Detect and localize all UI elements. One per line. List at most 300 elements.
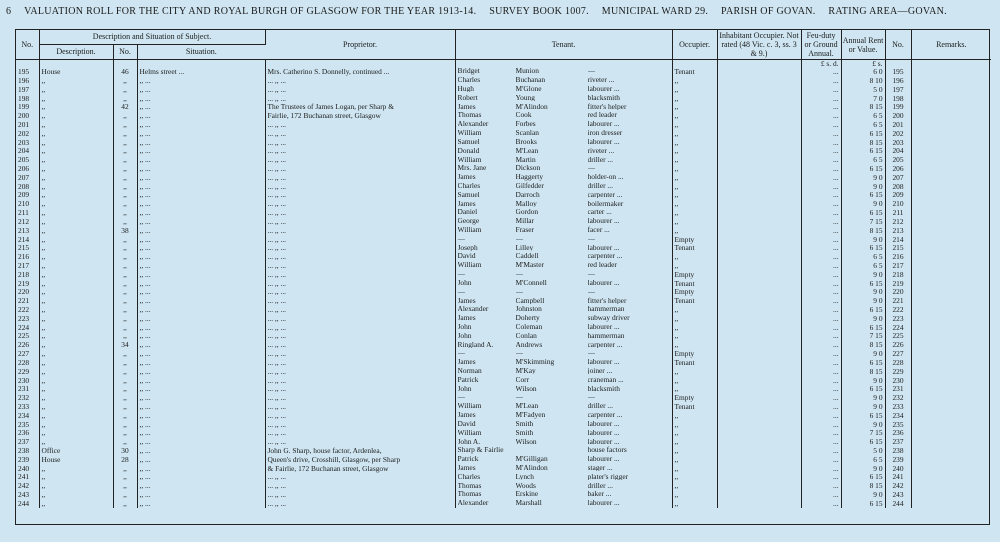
row-occupier: ,, (672, 120, 717, 129)
tenant-trade: — (587, 349, 595, 357)
row-feu-duty: ... (801, 482, 841, 491)
row-house-number: ,, (113, 270, 137, 279)
tenant-last: Lilley (515, 243, 534, 252)
row-feu-duty: ... (801, 235, 841, 244)
row-number-right: 242 (885, 482, 911, 491)
row-description: ,, (39, 252, 113, 261)
row-situation: ,, ... (137, 455, 265, 464)
row-number-right: 207 (885, 173, 911, 182)
row-remarks (911, 314, 991, 323)
row-proprietor: ... ,, ... (265, 482, 455, 491)
row-description: ,, (39, 385, 113, 394)
row-description: ,, (39, 226, 113, 235)
row-number: 225 (16, 332, 39, 341)
row-house-number: ,, (113, 402, 137, 411)
row-remarks (911, 85, 991, 94)
row-tenant (455, 103, 672, 112)
row-situation: ,, ... (137, 120, 265, 129)
tenant-first: Daniel (457, 208, 478, 216)
row-inhabitant (717, 147, 801, 156)
row-proprietor: ... ,, ... (265, 85, 455, 94)
row-annual-rent: 9 0 (841, 402, 885, 411)
row-number: 214 (16, 235, 39, 244)
row-number-right: 210 (885, 200, 911, 209)
row-description: ,, (39, 288, 113, 297)
table-row (16, 402, 991, 411)
tenant-last: Haggerty (515, 173, 544, 181)
row-tenant (455, 314, 672, 323)
row-house-number: ,, (113, 367, 137, 376)
row-tenant (455, 173, 672, 182)
row-feu-duty: ... (801, 252, 841, 261)
col-annual-rent: Annual Rent or Value. (841, 30, 885, 60)
row-number: 235 (16, 420, 39, 429)
row-remarks (911, 279, 991, 288)
row-description: ,, (39, 103, 113, 112)
row-occupier: Empty (672, 235, 717, 244)
table-row (16, 244, 991, 253)
tenant-last: Andrews (515, 340, 543, 348)
row-tenant (455, 341, 672, 350)
row-situation: ,, ... (137, 341, 265, 350)
table-row (16, 191, 991, 200)
row-tenant (455, 261, 672, 270)
row-number: 228 (16, 358, 39, 367)
row-tenant (455, 111, 672, 120)
row-number: 204 (16, 147, 39, 156)
row-description: ,, (39, 129, 113, 138)
row-annual-rent: 6 5 (841, 252, 885, 261)
municipal-ward: MUNICIPAL WARD 29. (601, 6, 709, 17)
row-situation: ,, ... (137, 490, 265, 499)
row-house-number: ,, (113, 473, 137, 482)
row-number-right: 213 (885, 226, 911, 235)
row-number: 205 (16, 156, 39, 165)
row-description: ,, (39, 85, 113, 94)
row-number: 202 (16, 129, 39, 138)
row-inhabitant (717, 261, 801, 270)
row-feu-duty: ... (801, 314, 841, 323)
tenant-last: Woods (515, 481, 536, 489)
tenant-last: Darroch (515, 190, 540, 199)
row-situation: Helms street ... (137, 67, 265, 76)
row-number: 220 (16, 288, 39, 297)
row-house-number: ,, (113, 288, 137, 297)
row-house-number: ,, (113, 173, 137, 182)
row-situation: ,, ... (137, 358, 265, 367)
table-row (16, 482, 991, 491)
row-tenant (455, 420, 672, 429)
row-situation: ,, ... (137, 438, 265, 447)
row-house-number: ,, (113, 138, 137, 147)
tenant-last: Brooks (515, 137, 537, 146)
row-proprietor: ... ,, ... (265, 376, 455, 385)
row-proprietor: ... ,, ... (265, 411, 455, 420)
row-annual-rent: 7 0 (841, 94, 885, 103)
row-annual-rent: 9 0 (841, 200, 885, 209)
col-proprietor: Proprietor. (265, 30, 455, 60)
row-tenant (455, 305, 672, 314)
row-situation: ,, ... (137, 323, 265, 332)
row-remarks (911, 261, 991, 270)
row-inhabitant (717, 103, 801, 112)
row-occupier: ,, (672, 200, 717, 209)
col-tenant: Tenant. (455, 30, 672, 60)
tenant-first: John A. (457, 437, 481, 445)
row-annual-rent: 8 10 (841, 76, 885, 85)
row-house-number: ,, (113, 438, 137, 447)
row-situation: ,, ... (137, 76, 265, 85)
row-feu-duty: ... (801, 270, 841, 279)
table-row (16, 164, 991, 173)
row-house-number: ,, (113, 252, 137, 261)
row-inhabitant (717, 402, 801, 411)
row-description: ,, (39, 244, 113, 253)
row-tenant (455, 393, 672, 402)
row-number-right: 232 (885, 393, 911, 402)
row-remarks (911, 226, 991, 235)
row-situation: ,, ... (137, 244, 265, 253)
row-feu-duty: ... (801, 499, 841, 508)
row-feu-duty: ... (801, 323, 841, 332)
table-row (16, 120, 991, 129)
table-row (16, 455, 991, 464)
tenant-trade: carpenter ... (587, 340, 623, 348)
row-occupier: Tenant (672, 244, 717, 253)
table-row (16, 297, 991, 306)
row-number-right: 201 (885, 120, 911, 129)
row-annual-rent: 8 15 (841, 138, 885, 147)
row-feu-duty: ... (801, 349, 841, 358)
row-annual-rent: 9 0 (841, 314, 885, 323)
row-remarks (911, 385, 991, 394)
row-proprietor: ... ,, ... (265, 288, 455, 297)
tenant-first: — (457, 270, 465, 278)
row-situation: ,, ... (137, 94, 265, 103)
row-annual-rent: 5 0 (841, 85, 885, 94)
row-remarks (911, 103, 991, 112)
row-number-right: 195 (885, 67, 911, 76)
row-inhabitant (717, 490, 801, 499)
tenant-last: M'Alindon (515, 463, 548, 472)
table-row (16, 252, 991, 261)
row-number-right: 233 (885, 402, 911, 411)
tenant-trade: labourer ... (587, 85, 620, 93)
row-tenant (455, 226, 672, 235)
tenant-trade: holder-on ... (587, 173, 624, 181)
row-proprietor: ... ,, ... (265, 261, 455, 270)
row-occupier: ,, (672, 323, 717, 332)
row-number-right: 244 (885, 499, 911, 508)
row-inhabitant (717, 420, 801, 429)
row-house-number: ,, (113, 482, 137, 491)
row-description: ,, (39, 332, 113, 341)
row-number-right: 203 (885, 138, 911, 147)
tenant-trade: fitter's helper (587, 296, 627, 304)
row-proprietor: ... ,, ... (265, 252, 455, 261)
tenant-trade: labourer ... (587, 499, 620, 507)
row-number: 197 (16, 85, 39, 94)
row-occupier: Tenant (672, 358, 717, 367)
row-house-number: ,, (113, 297, 137, 306)
tenant-first: Alexander (457, 499, 489, 507)
row-annual-rent: 6 15 (841, 191, 885, 200)
row-occupier: ,, (672, 147, 717, 156)
row-proprietor: ... ,, ... (265, 120, 455, 129)
tenant-trade: driller ... (587, 155, 613, 163)
row-tenant (455, 429, 672, 438)
tenant-first: Hugh (457, 85, 474, 93)
row-situation: ,, ... (137, 129, 265, 138)
row-description: ,, (39, 429, 113, 438)
tenant-trade: carter ... (587, 208, 612, 216)
row-house-number: 46 (113, 67, 137, 76)
tenant-first: James (457, 411, 476, 419)
row-proprietor: ... ,, ... (265, 129, 455, 138)
row-occupier: ,, (672, 420, 717, 429)
row-house-number: ,, (113, 182, 137, 191)
row-number: 242 (16, 482, 39, 491)
row-annual-rent: 6 15 (841, 473, 885, 482)
row-tenant (455, 67, 672, 76)
row-description: ,, (39, 164, 113, 173)
row-remarks (911, 358, 991, 367)
tenant-last: Johnston (515, 305, 542, 313)
tenant-last: Wilson (515, 384, 537, 393)
row-description: ,, (39, 147, 113, 156)
table-row (16, 156, 991, 165)
tenant-first: William (457, 155, 482, 163)
row-house-number: ,, (113, 217, 137, 226)
row-inhabitant (717, 358, 801, 367)
row-tenant (455, 182, 672, 191)
table-row (16, 279, 991, 288)
row-house-number: 34 (113, 341, 137, 350)
tenant-first: Alexander (457, 305, 489, 313)
row-remarks (911, 367, 991, 376)
row-occupier: ,, (672, 138, 717, 147)
row-feu-duty: ... (801, 438, 841, 447)
tenant-trade: red leader (587, 261, 617, 269)
row-description: ,, (39, 464, 113, 473)
row-remarks (911, 244, 991, 253)
row-number-right: 238 (885, 446, 911, 455)
row-inhabitant (717, 173, 801, 182)
row-description: ,, (39, 270, 113, 279)
row-feu-duty: ... (801, 376, 841, 385)
row-situation: ,, ... (137, 103, 265, 112)
row-situation: ,, ... (137, 464, 265, 473)
row-annual-rent: 6 0 (841, 67, 885, 76)
row-inhabitant (717, 164, 801, 173)
row-occupier: ,, (672, 164, 717, 173)
tenant-last: Gordon (515, 208, 539, 216)
row-situation: ,, ... (137, 85, 265, 94)
tenant-first: Alexander (457, 120, 489, 128)
table-row (16, 349, 991, 358)
tenant-first: William (457, 226, 482, 234)
row-description: ,, (39, 94, 113, 103)
row-inhabitant (717, 349, 801, 358)
row-house-number: ,, (113, 314, 137, 323)
row-inhabitant (717, 367, 801, 376)
row-feu-duty: ... (801, 402, 841, 411)
row-feu-duty: ... (801, 464, 841, 473)
row-feu-duty: ... (801, 393, 841, 402)
row-tenant (455, 367, 672, 376)
row-house-number: ,, (113, 85, 137, 94)
row-situation: ,, ... (137, 226, 265, 235)
tenant-trade: boilermaker (587, 199, 624, 207)
row-tenant (455, 349, 672, 358)
row-remarks (911, 120, 991, 129)
row-number-right: 200 (885, 111, 911, 120)
row-house-number: ,, (113, 429, 137, 438)
row-feu-duty: ... (801, 244, 841, 253)
table-row (16, 200, 991, 209)
page-header (6, 6, 996, 20)
table-row (16, 226, 991, 235)
row-number: 229 (16, 367, 39, 376)
row-description: ,, (39, 323, 113, 332)
row-description: ,, (39, 341, 113, 350)
row-annual-rent: 6 5 (841, 111, 885, 120)
tenant-trade: labourer ... (587, 278, 620, 287)
tenant-trade: labourer ... (587, 358, 620, 366)
row-remarks (911, 420, 991, 429)
row-number-right: 197 (885, 85, 911, 94)
tenant-first: Thomas (457, 481, 482, 489)
row-occupier: ,, (672, 261, 717, 270)
row-feu-duty: ... (801, 85, 841, 94)
row-occupier: ,, (672, 208, 717, 217)
row-feu-duty: ... (801, 305, 841, 314)
row-annual-rent: 6 15 (841, 499, 885, 508)
row-annual-rent: 8 15 (841, 482, 885, 491)
row-inhabitant (717, 473, 801, 482)
table-row (16, 305, 991, 314)
row-inhabitant (717, 499, 801, 508)
row-occupier: Tenant (672, 279, 717, 288)
row-occupier: ,, (672, 103, 717, 112)
row-number: 241 (16, 473, 39, 482)
row-annual-rent: 9 0 (841, 464, 885, 473)
row-proprietor: ... ,, ... (265, 429, 455, 438)
row-feu-duty: ... (801, 103, 841, 112)
row-feu-duty: ... (801, 164, 841, 173)
row-annual-rent: 8 15 (841, 341, 885, 350)
row-inhabitant (717, 120, 801, 129)
tenant-trade: labourer ... (587, 322, 620, 331)
tenant-first: James (457, 199, 476, 207)
row-house-number: ,, (113, 385, 137, 394)
tenant-first: Ringland A. (457, 340, 494, 348)
row-feu-duty: ... (801, 129, 841, 138)
tenant-first: — (457, 287, 465, 296)
row-description: ,, (39, 191, 113, 200)
row-proprietor: ... ,, ... (265, 367, 455, 376)
row-house-number: ,, (113, 120, 137, 129)
row-number-right: 199 (885, 103, 911, 112)
row-number: 221 (16, 297, 39, 306)
row-annual-rent: 6 15 (841, 385, 885, 394)
row-tenant (455, 490, 672, 499)
row-situation: ,, ... (137, 270, 265, 279)
row-feu-duty: ... (801, 490, 841, 499)
tenant-last: M'Lean (515, 402, 539, 410)
row-inhabitant (717, 226, 801, 235)
row-number-right: 212 (885, 217, 911, 226)
row-number-right: 196 (885, 76, 911, 85)
row-remarks (911, 217, 991, 226)
row-remarks (911, 111, 991, 120)
row-inhabitant (717, 200, 801, 209)
row-occupier: ,, (672, 446, 717, 455)
row-situation: ,, ... (137, 111, 265, 120)
tenant-last: Doherty (515, 314, 540, 322)
row-inhabitant (717, 208, 801, 217)
row-number: 222 (16, 305, 39, 314)
row-description: ,, (39, 358, 113, 367)
row-annual-rent: 6 5 (841, 455, 885, 464)
row-annual-rent: 6 15 (841, 129, 885, 138)
tenant-trade: driller ... (587, 402, 613, 410)
row-situation: ,, ... (137, 200, 265, 209)
row-tenant (455, 235, 672, 244)
row-remarks (911, 147, 991, 156)
row-inhabitant (717, 217, 801, 226)
row-number-right: 236 (885, 429, 911, 438)
tenant-trade: — (587, 164, 595, 172)
table-row (16, 67, 991, 76)
table-row (16, 173, 991, 182)
tenant-trade: riveter ... (587, 76, 615, 84)
tenant-first: William (457, 261, 482, 269)
row-number-right: 235 (885, 420, 911, 429)
row-occupier: ,, (672, 385, 717, 394)
row-feu-duty: ... (801, 261, 841, 270)
tenant-trade: hammerman (587, 331, 625, 340)
table-row (16, 270, 991, 279)
parish: PARISH OF GOVAN. (721, 6, 816, 17)
tenant-first: Charles (457, 76, 481, 84)
row-occupier: Tenant (672, 402, 717, 411)
row-number-right: 241 (885, 473, 911, 482)
row-inhabitant (717, 67, 801, 76)
row-proprietor: ... ,, ... (265, 499, 455, 508)
tenant-first: James (457, 358, 476, 366)
col-feu-duty: Feu-duty or Ground Annual. (801, 30, 841, 60)
table-body (16, 60, 991, 509)
row-proprietor: ... ,, ... (265, 208, 455, 217)
row-house-number: ,, (113, 420, 137, 429)
row-remarks (911, 438, 991, 447)
row-situation: ,, ... (137, 182, 265, 191)
tenant-first: James (457, 102, 476, 111)
table-row (16, 473, 991, 482)
row-number: 234 (16, 411, 39, 420)
row-description: ,, (39, 76, 113, 85)
tenant-trade: facer ... (587, 226, 610, 234)
row-annual-rent: 9 0 (841, 490, 885, 499)
row-annual-rent: 9 0 (841, 235, 885, 244)
row-proprietor: ... ,, ... (265, 147, 455, 156)
row-inhabitant (717, 76, 801, 85)
row-remarks (911, 76, 991, 85)
row-feu-duty: ... (801, 67, 841, 76)
row-situation: ,, ... (137, 393, 265, 402)
row-situation: ,, ... (137, 208, 265, 217)
